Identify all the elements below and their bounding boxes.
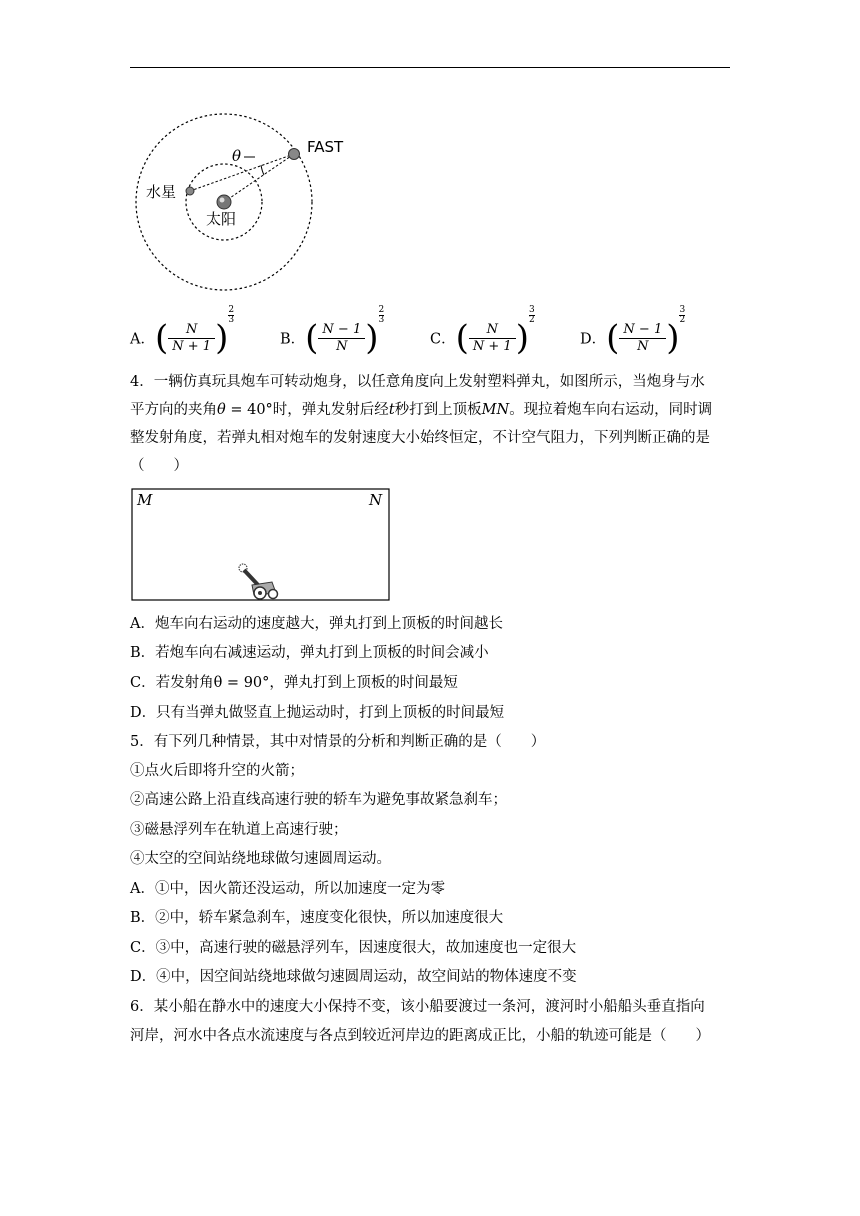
q5-option-d[interactable]: D．④中，因空间站绕地球做匀速圆周运动，故空间站的物体速度不变 [130, 969, 577, 985]
q4-stem-line2: 平方向的夹角θ = 40°时，弹丸发射后经t秒打到上顶板MN。现拉着炮车向右运动，同时调 [130, 402, 713, 418]
sun-dot [217, 195, 231, 209]
q5-option-c[interactable]: C．③中，高速行驶的磁悬浮列车，因速度很大，故加速度也一定很大 [130, 940, 577, 956]
q3-option-a[interactable]: A．( $\frac{N}{N + 1}$ ) $\frac{2}{3}$ [130, 305, 235, 358]
toy-cannon-icon [239, 564, 278, 599]
fast-label: FAST [307, 138, 344, 156]
q5-stem: 5．有下列几种情景，其中对情景的分析和判断正确的是（ ） [130, 734, 546, 750]
q4-option-a[interactable]: A．炮车向右运动的速度越大，弹丸打到上顶板的时间越长 [130, 616, 503, 632]
q3-option-b[interactable]: B．( $\frac{N - 1}{N}$ ) $\frac{2}{3}$ [280, 305, 385, 358]
q3-option-d[interactable]: D．( $\frac{N - 1}{N}$ ) $\frac{3}{2}$ [580, 305, 686, 358]
q4-stem-line1: 4．一辆仿真玩具炮车可转动炮身，以任意角度向上发射塑料弹丸，如图所示，当炮身与水 [130, 374, 705, 390]
label-n: N [369, 491, 383, 509]
mercury-fast-line [190, 154, 294, 191]
label-m: M [137, 491, 153, 509]
theta-label: θ [232, 147, 242, 165]
q4-stem-line3: 整发射角度，若弹丸相对炮车的发射速度大小始终恒定，不计空气阻力，下列判断正确的是 [130, 430, 710, 446]
q6-stem-line1: 6．某小船在静水中的速度大小保持不变，该小船要渡过一条河，渡河时小船船头垂直指向 [130, 999, 705, 1015]
q5-option-b[interactable]: B．②中，轿车紧急刹车，速度变化很快，所以加速度很大 [130, 910, 504, 926]
q5-option-a[interactable]: A．①中，因火箭还没运动，所以加速度一定为零 [130, 881, 445, 897]
q4-option-b[interactable]: B．若炮车向右减速运动，弹丸打到上顶板的时间会减小 [130, 645, 489, 661]
mercury-dot [186, 187, 194, 195]
sun-label: 太阳 [206, 210, 237, 228]
q6-stem-line2: 河岸，河水中各点水流速度与各点到较近河岸边的距离成正比，小船的轨迹可能是（ ） [130, 1028, 710, 1044]
cannon-figure [130, 487, 392, 603]
mercury-label: 水星 [146, 183, 177, 201]
q5-item-3: ③磁悬浮列车在轨道上高速行驶； [130, 822, 348, 838]
q5-item-1: ①点火后即将升空的火箭； [130, 763, 304, 779]
fast-dot [289, 149, 300, 160]
q5-item-4: ④太空的空间站绕地球做匀速圆周运动。 [130, 851, 391, 867]
header-rule [130, 67, 730, 68]
q3-option-c[interactable]: C．( $\frac{N}{N + 1}$ ) $\frac{3}{2}$ [430, 305, 535, 358]
q4-option-d[interactable]: D．只有当弹丸做竖直上抛运动时，打到上顶板的时间最短 [130, 705, 505, 721]
q5-item-2: ②高速公路上沿直线高速行驶的轿车为避免事故紧急刹车； [130, 792, 507, 808]
q4-option-c[interactable]: C．若发射角θ = 90°，弹丸打到上顶板的时间最短 [130, 675, 458, 691]
q4-answer-paren: （ ） [130, 458, 188, 474]
theta-arc [261, 165, 264, 175]
orbit-figure [130, 105, 370, 295]
